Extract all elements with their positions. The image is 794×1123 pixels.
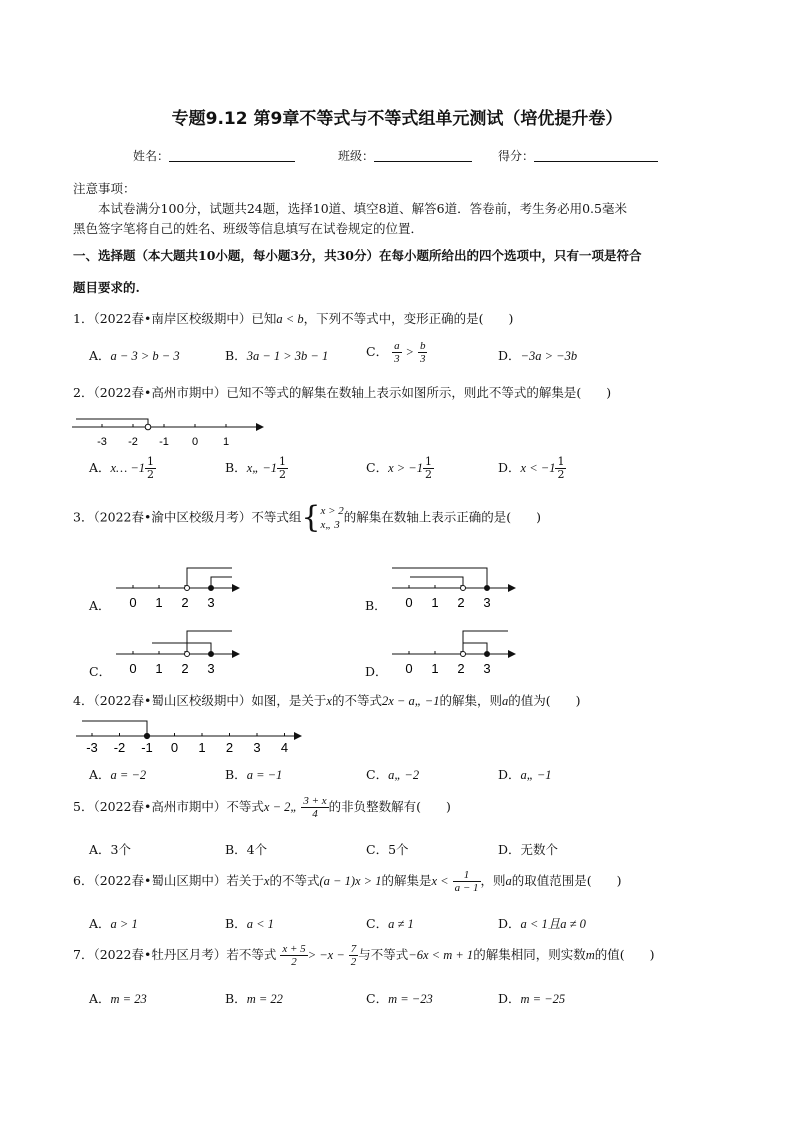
question-3: 3．（2022春•渝中区校级月考）不等式组{ x > 2 x„ 3 的解集在数轴上表示正确的是( ) <box>73 500 542 535</box>
q3-number-line-b <box>388 560 523 612</box>
axis-tick-label: 1 <box>155 661 163 676</box>
axis-tick-label: 2 <box>457 595 465 610</box>
axis-arrow <box>232 584 240 592</box>
axis-tick-label: 0 <box>405 595 413 610</box>
class-blank[interactable] <box>374 149 472 162</box>
q4-option-a[interactable]: A．a = −2 <box>89 767 147 782</box>
q7-option-d[interactable]: D．m = −25 <box>498 991 566 1006</box>
notice-heading: 注意事项： <box>73 181 136 196</box>
q2-option-c[interactable]: C．x > −1 $\frac{1}{2}$ <box>366 455 432 481</box>
question-5: 5．（2022春•高州市期中）不等式x − 2„ $\frac{3 + x}{4}$ 的非负整数解有( ) <box>73 795 451 820</box>
axis-tick-label: 1 <box>222 436 230 448</box>
q4-number-line <box>72 714 304 756</box>
axis-tick-label: 0 <box>170 740 179 755</box>
axis-tick-label: -3 <box>86 740 98 755</box>
q6-option-a[interactable]: A．a > 1 <box>89 916 138 931</box>
axis-tick-label: 2 <box>181 661 189 676</box>
axis-tick-label: 0 <box>129 661 137 676</box>
q3-option-a[interactable]: A． <box>89 598 111 613</box>
q7-option-c[interactable]: C．m = −23 <box>366 991 433 1006</box>
q1-option-a[interactable]: A．a − 3 > b − 3 <box>89 348 180 363</box>
axis-tick-label: 3 <box>207 661 215 676</box>
axis-tick-label: 0 <box>191 436 199 448</box>
axis-tick-label: 2 <box>225 740 234 755</box>
notice-line-1: 本试卷满分100分，试题共24题，选择10道、填空8道、解答6道．答卷前，考生务必用0.5毫米 <box>98 201 627 216</box>
q2-option-b[interactable]: B．x„ −1 $\frac{1}{2}$ <box>225 455 286 481</box>
axis-tick-label: -2 <box>113 740 126 755</box>
q3-option-c[interactable]: C． <box>89 664 112 679</box>
page-title: 专题9.12 第9章不等式与不等式组单元测试（培优提升卷） <box>171 109 623 129</box>
question-2: 2．（2022春•高州市期中）已知不等式的解集在数轴上表示如图所示，则此不等式的解集是( ) <box>73 385 612 400</box>
axis-tick-label: -1 <box>159 436 169 448</box>
question-1: 1．（2022春•南岸区校级期中）已知a < b，下列不等式中，变形正确的是( ) <box>73 311 514 326</box>
q3-number-line-a <box>112 560 247 612</box>
q3-option-b[interactable]: B． <box>365 598 387 613</box>
q7-option-a[interactable]: A．m = 23 <box>89 991 147 1006</box>
q6-option-b[interactable]: B．a < 1 <box>225 916 274 931</box>
q5-option-c[interactable]: C．5个 <box>366 842 409 857</box>
axis-tick-label: 2 <box>457 661 465 676</box>
notice-line-2: 黑色签字笔将自己的姓名、班级等信息填写在试卷规定的位置． <box>73 221 424 236</box>
q3-number-line-c <box>112 626 247 678</box>
q1-option-b[interactable]: B．3a − 1 > 3b − 1 <box>225 348 329 363</box>
axis-arrow <box>508 584 516 592</box>
class-field: 班级： <box>338 147 472 164</box>
axis-tick-label: 3 <box>207 595 215 610</box>
q4-option-b[interactable]: B．a = −1 <box>225 767 283 782</box>
q2-option-d[interactable]: D．x < −1 $\frac{1}{2}$ <box>498 455 565 481</box>
question-7: 7．（2022春•牡丹区月考）若不等式 $\frac{x + 5}{2}$ > −x − $\frac{7}{2}$ 与不等式−6x < m + 1的解集相同，则实数m的值( ) <box>73 943 655 968</box>
q4-option-d[interactable]: D．a„ −1 <box>498 767 552 782</box>
q3-number-line-d <box>388 626 523 678</box>
axis-arrow <box>232 650 240 658</box>
axis-tick-label: 1 <box>431 661 439 676</box>
q6-option-d[interactable]: D．a < 1且a ≠ 0 <box>498 916 586 931</box>
q5-option-a[interactable]: A．3个 <box>89 842 131 857</box>
axis-tick-label: 3 <box>253 740 261 755</box>
score-blank[interactable] <box>534 149 658 162</box>
axis-tick-label: 0 <box>405 661 413 676</box>
section-heading-2: 题目要求的. <box>73 280 140 295</box>
q5-option-b[interactable]: B．4个 <box>225 842 268 857</box>
axis-tick-label: 3 <box>483 661 491 676</box>
axis-tick-label: 3 <box>483 595 491 610</box>
axis-tick-label: 2 <box>181 595 189 610</box>
q1-option-c[interactable]: C． $\frac{a}{3}$ > $\frac{b}{3}$ <box>366 340 426 365</box>
axis-tick-label: -3 <box>97 436 107 448</box>
q6-option-c[interactable]: C．a ≠ 1 <box>366 916 414 931</box>
q4-option-c[interactable]: C．a„ −2 <box>366 767 420 782</box>
question-4: 4．（2022春•蜀山区校级期中）如图，是关于x的不等式2x − a„ −1的解集，则a的值为( ) <box>73 693 581 708</box>
score-field: 得分： <box>498 147 658 164</box>
axis-tick-label: 0 <box>129 595 137 610</box>
axis-tick-label: -2 <box>128 436 138 448</box>
axis-tick-label: 1 <box>431 595 439 610</box>
question-6: 6．（2022春•蜀山区期中）若关于x的不等式(a − 1)x > 1的解集是x < $\frac{1}{a - 1}$ ，则a的取值范围是( ) <box>73 869 622 894</box>
q5-option-d[interactable]: D．无数个 <box>498 842 559 857</box>
name-blank[interactable] <box>169 149 295 162</box>
axis-tick-label: 4 <box>280 740 289 755</box>
q7-option-b[interactable]: B．m = 22 <box>225 991 283 1006</box>
q1-option-d[interactable]: D．−3a > −3b <box>498 348 578 363</box>
axis-tick-label: -1 <box>141 740 153 755</box>
axis-tick-label: 1 <box>198 740 206 755</box>
axis-tick-label: 1 <box>155 595 163 610</box>
q3-option-d[interactable]: D． <box>365 664 388 679</box>
q2-number-line <box>68 408 268 452</box>
name-field: 姓名： <box>133 147 295 164</box>
axis-arrow <box>508 650 516 658</box>
q2-option-a[interactable]: A．x… −1 $\frac{1}{2}$ <box>89 455 155 481</box>
section-heading-1: 一、选择题（本大题共10小题，每小题3分，共30分）在每小题所给出的四个选项中，只有一项是符合 <box>73 248 642 263</box>
